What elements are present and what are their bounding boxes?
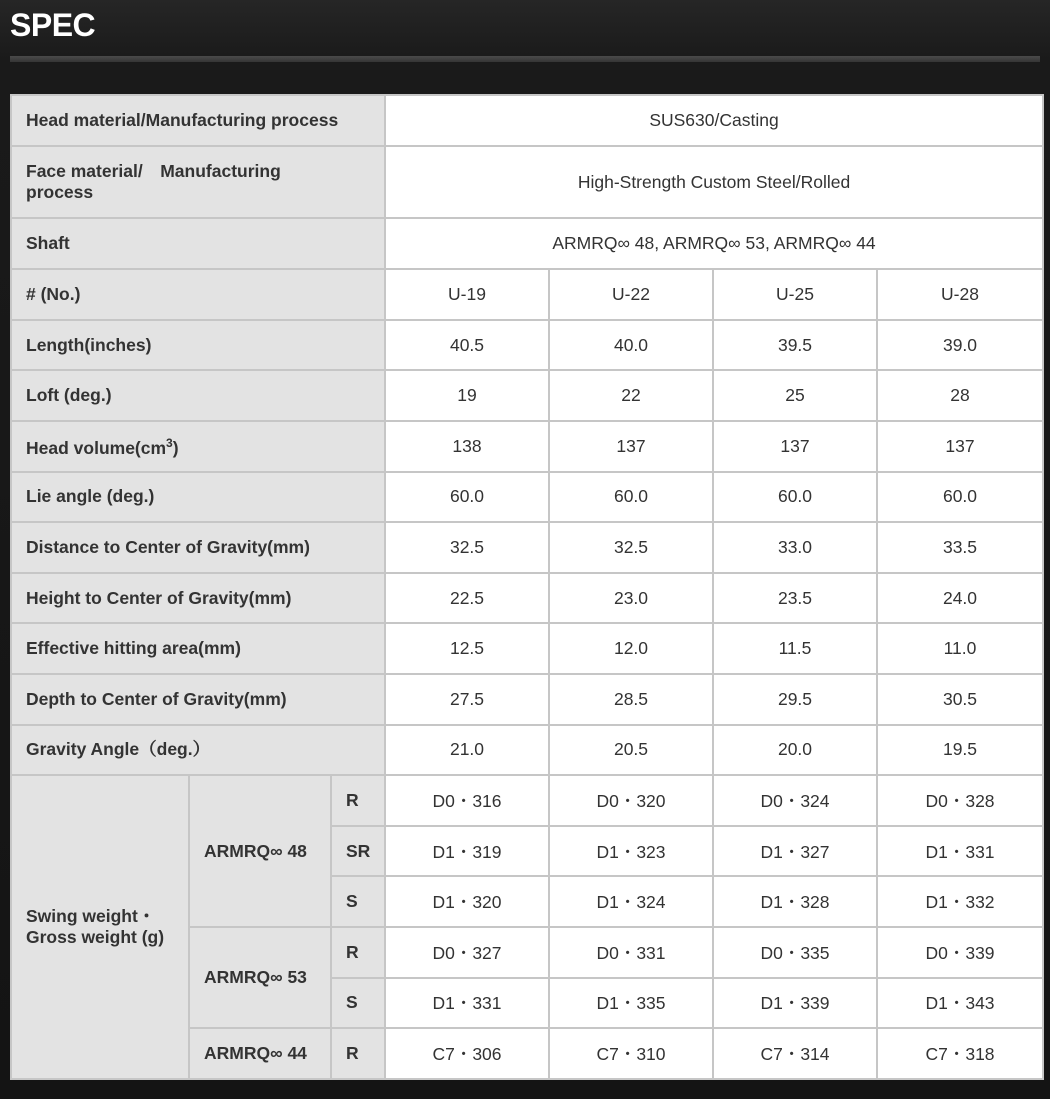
weight-cell: D0・316 bbox=[385, 775, 549, 826]
row-label: Loft (deg.) bbox=[11, 370, 385, 421]
weight-cell: D1・331 bbox=[385, 978, 549, 1029]
table-cell: 137 bbox=[877, 421, 1043, 472]
table-cell: 12.5 bbox=[385, 623, 549, 674]
row-label: Head material/Manufacturing process bbox=[11, 95, 385, 146]
table-cell: 23.0 bbox=[549, 573, 713, 624]
table-row bbox=[11, 421, 1043, 472]
table-row bbox=[11, 725, 1043, 776]
model-cell: U-22 bbox=[549, 269, 713, 320]
page-title: SPEC bbox=[10, 7, 96, 43]
table-cell: 32.5 bbox=[549, 522, 713, 573]
row-label: Height to Center of Gravity(mm) bbox=[11, 573, 385, 624]
flex-cell: R bbox=[331, 1028, 385, 1079]
row-value: High-Strength Custom Steel/Rolled bbox=[385, 146, 1043, 219]
flex-cell: S bbox=[331, 876, 385, 927]
spec-row-head-material bbox=[11, 95, 1043, 146]
weight-cell: D1・319 bbox=[385, 826, 549, 877]
weight-cell: D0・328 bbox=[877, 775, 1043, 826]
row-value: SUS630/Casting bbox=[385, 95, 1043, 146]
table-cell: 60.0 bbox=[877, 472, 1043, 523]
table-cell: 60.0 bbox=[385, 472, 549, 523]
table-cell: 22 bbox=[549, 370, 713, 421]
table-cell: 19.5 bbox=[877, 725, 1043, 776]
weight-cell: D0・327 bbox=[385, 927, 549, 978]
label-line: Swing weight・ bbox=[26, 906, 156, 927]
flex-cell: R bbox=[331, 775, 385, 826]
table-row bbox=[11, 522, 1043, 573]
table-row bbox=[11, 320, 1043, 371]
row-label: Shaft bbox=[11, 218, 385, 269]
label-text-tail: ) bbox=[172, 438, 179, 459]
table-cell: 60.0 bbox=[549, 472, 713, 523]
table-cell: 28.5 bbox=[549, 674, 713, 725]
model-header-row bbox=[11, 269, 1043, 320]
table-cell: 24.0 bbox=[877, 573, 1043, 624]
weight-cell: D1・343 bbox=[877, 978, 1043, 1029]
label-line: Gross weight (g) bbox=[26, 927, 165, 948]
row-label: Lie angle (deg.) bbox=[11, 472, 385, 523]
row-label: Gravity Angle（deg.） bbox=[11, 725, 385, 776]
weight-cell: D1・331 bbox=[877, 826, 1043, 877]
table-cell: 33.5 bbox=[877, 522, 1043, 573]
shaft-name-cell: ARMRQ∞ 44 bbox=[189, 1028, 331, 1079]
table-cell: 27.5 bbox=[385, 674, 549, 725]
weight-cell: D0・331 bbox=[549, 927, 713, 978]
spec-table bbox=[10, 94, 1044, 1080]
table-cell: 30.5 bbox=[877, 674, 1043, 725]
row-label bbox=[11, 146, 385, 219]
table-cell: 137 bbox=[549, 421, 713, 472]
row-label: Depth to Center of Gravity(mm) bbox=[11, 674, 385, 725]
title-divider bbox=[10, 56, 1040, 62]
row-label: Distance to Center of Gravity(mm) bbox=[11, 522, 385, 573]
row-value: ARMRQ∞ 48, ARMRQ∞ 53, ARMRQ∞ 44 bbox=[385, 218, 1043, 269]
table-cell: 11.0 bbox=[877, 623, 1043, 674]
model-cell: U-19 bbox=[385, 269, 549, 320]
weight-cell: C7・314 bbox=[713, 1028, 877, 1079]
table-cell: 23.5 bbox=[713, 573, 877, 624]
table-cell: 29.5 bbox=[713, 674, 877, 725]
row-label: # (No.) bbox=[11, 269, 385, 320]
weight-cell: D1・332 bbox=[877, 876, 1043, 927]
table-row bbox=[11, 623, 1043, 674]
weight-cell: D0・320 bbox=[549, 775, 713, 826]
table-cell: 21.0 bbox=[385, 725, 549, 776]
table-cell: 137 bbox=[713, 421, 877, 472]
table-cell: 32.5 bbox=[385, 522, 549, 573]
table-cell: 12.0 bbox=[549, 623, 713, 674]
table-cell: 20.5 bbox=[549, 725, 713, 776]
flex-cell: S bbox=[331, 978, 385, 1029]
model-cell: U-25 bbox=[713, 269, 877, 320]
spec-table-container bbox=[10, 94, 1042, 1080]
weight-cell: D1・327 bbox=[713, 826, 877, 877]
weight-cell: C7・318 bbox=[877, 1028, 1043, 1079]
shaft-name-cell: ARMRQ∞ 53 bbox=[189, 927, 331, 1028]
flex-cell: SR bbox=[331, 826, 385, 877]
weight-cell: D1・323 bbox=[549, 826, 713, 877]
table-cell: 19 bbox=[385, 370, 549, 421]
weight-cell: D0・335 bbox=[713, 927, 877, 978]
spec-row-shaft bbox=[11, 218, 1043, 269]
table-cell: 60.0 bbox=[713, 472, 877, 523]
table-row bbox=[11, 472, 1043, 523]
model-cell: U-28 bbox=[877, 269, 1043, 320]
row-label: Effective hitting area(mm) bbox=[11, 623, 385, 674]
table-cell: 138 bbox=[385, 421, 549, 472]
swing-weight-row bbox=[11, 775, 1043, 826]
table-row bbox=[11, 674, 1043, 725]
table-cell: 20.0 bbox=[713, 725, 877, 776]
table-cell: 39.0 bbox=[877, 320, 1043, 371]
spec-row-face-material bbox=[11, 146, 1043, 219]
table-row bbox=[11, 573, 1043, 624]
swing-weight-label bbox=[11, 775, 189, 1079]
weight-cell: D0・324 bbox=[713, 775, 877, 826]
table-cell: 33.0 bbox=[713, 522, 877, 573]
weight-cell: D1・320 bbox=[385, 876, 549, 927]
label-line: process bbox=[26, 182, 94, 203]
weight-cell: C7・306 bbox=[385, 1028, 549, 1079]
weight-cell: D1・335 bbox=[549, 978, 713, 1029]
table-cell: 40.5 bbox=[385, 320, 549, 371]
table-cell: 28 bbox=[877, 370, 1043, 421]
table-cell: 25 bbox=[713, 370, 877, 421]
row-label bbox=[11, 421, 385, 472]
section-header bbox=[0, 0, 1050, 56]
weight-cell: C7・310 bbox=[549, 1028, 713, 1079]
label-text: Head volume(cm bbox=[26, 438, 167, 459]
weight-cell: D1・339 bbox=[713, 978, 877, 1029]
weight-cell: D0・339 bbox=[877, 927, 1043, 978]
row-label: Length(inches) bbox=[11, 320, 385, 371]
label-superscript: 3 bbox=[166, 436, 173, 451]
table-row bbox=[11, 370, 1043, 421]
table-cell: 11.5 bbox=[713, 623, 877, 674]
table-cell: 40.0 bbox=[549, 320, 713, 371]
weight-cell: D1・324 bbox=[549, 876, 713, 927]
table-cell: 39.5 bbox=[713, 320, 877, 371]
table-cell: 22.5 bbox=[385, 573, 549, 624]
weight-cell: D1・328 bbox=[713, 876, 877, 927]
shaft-name-cell: ARMRQ∞ 48 bbox=[189, 775, 331, 927]
flex-cell: R bbox=[331, 927, 385, 978]
label-line: Face material/ Manufacturing bbox=[26, 161, 281, 182]
